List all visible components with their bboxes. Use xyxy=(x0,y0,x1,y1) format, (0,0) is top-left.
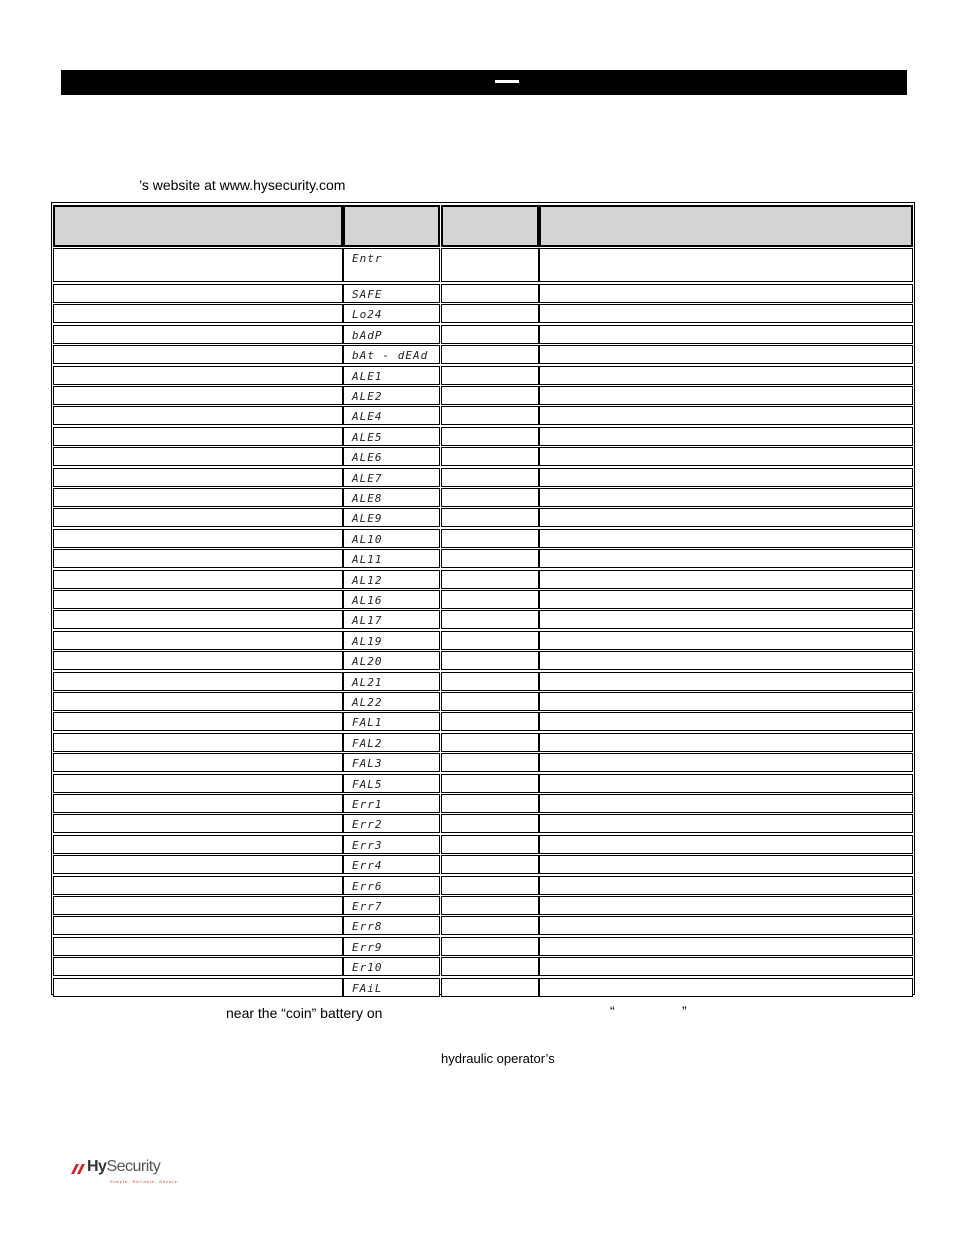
logo-tagline: Simple. Reliable. Secure. xyxy=(110,1179,180,1184)
type-cell xyxy=(441,590,539,609)
action-cell xyxy=(539,794,913,813)
alerts-table xyxy=(51,202,915,995)
intro-text: ’s website at www.hysecurity.com xyxy=(139,177,346,193)
alert-code-cell: ALE7 xyxy=(343,468,440,487)
action-cell xyxy=(539,610,913,629)
type-cell xyxy=(441,672,539,691)
header-cell-action xyxy=(539,205,913,247)
alert-code-cell: Err1 xyxy=(343,794,440,813)
description-cell xyxy=(53,248,343,282)
action-cell xyxy=(539,570,913,589)
type-cell xyxy=(441,304,539,323)
alert-code-cell: ALE1 xyxy=(343,366,440,385)
action-cell xyxy=(539,957,913,976)
description-cell xyxy=(53,774,343,793)
logo-word-bold: Hy xyxy=(87,1158,107,1175)
description-cell xyxy=(53,447,343,466)
type-cell xyxy=(441,957,539,976)
description-cell xyxy=(53,488,343,507)
action-cell xyxy=(539,651,913,670)
action-cell xyxy=(539,753,913,772)
type-cell xyxy=(441,468,539,487)
alert-code-cell: AL16 xyxy=(343,590,440,609)
alert-code-cell: AL20 xyxy=(343,651,440,670)
type-cell xyxy=(441,406,539,425)
description-cell xyxy=(53,345,343,364)
action-cell xyxy=(539,427,913,446)
description-cell xyxy=(53,814,343,833)
logo-mark-icon xyxy=(70,1162,86,1176)
alert-code-cell: FAL1 xyxy=(343,712,440,731)
header-cell-description xyxy=(53,205,343,247)
action-cell xyxy=(539,304,913,323)
description-cell xyxy=(53,590,343,609)
alert-code-cell: AL10 xyxy=(343,529,440,548)
action-cell xyxy=(539,937,913,956)
description-cell xyxy=(53,284,343,303)
hysecurity-logo xyxy=(70,1158,180,1186)
type-cell xyxy=(441,366,539,385)
description-cell xyxy=(53,672,343,691)
action-cell xyxy=(539,672,913,691)
alert-code-cell: Err7 xyxy=(343,896,440,915)
action-cell xyxy=(539,345,913,364)
logo-word-light: Security xyxy=(106,1158,161,1175)
type-cell xyxy=(441,753,539,772)
type-cell xyxy=(441,896,539,915)
action-cell xyxy=(539,284,913,303)
action-cell xyxy=(539,692,913,711)
alert-code-cell: Er10 xyxy=(343,957,440,976)
alert-code-cell: Entr xyxy=(343,248,440,282)
alert-code-cell: AL19 xyxy=(343,631,440,650)
action-cell xyxy=(539,896,913,915)
action-cell xyxy=(539,876,913,895)
description-cell xyxy=(53,733,343,752)
alert-code-cell: Err4 xyxy=(343,855,440,874)
description-cell xyxy=(53,957,343,976)
action-cell xyxy=(539,406,913,425)
alert-code-cell: AL17 xyxy=(343,610,440,629)
description-cell xyxy=(53,427,343,446)
type-cell xyxy=(441,794,539,813)
description-cell xyxy=(53,712,343,731)
alert-code-cell: FAiL xyxy=(343,978,440,997)
description-cell xyxy=(53,549,343,568)
type-cell xyxy=(441,447,539,466)
alert-code-cell: FAL3 xyxy=(343,753,440,772)
alert-code-cell: bAt - dEAd xyxy=(343,345,440,364)
description-cell xyxy=(53,978,343,997)
alert-code-cell: ALE4 xyxy=(343,406,440,425)
type-cell xyxy=(441,814,539,833)
type-cell xyxy=(441,427,539,446)
action-cell xyxy=(539,366,913,385)
alert-code-cell: AL21 xyxy=(343,672,440,691)
alert-code-cell: Lo24 xyxy=(343,304,440,323)
action-cell xyxy=(539,468,913,487)
alert-code-cell: AL22 xyxy=(343,692,440,711)
alert-code-cell: Err2 xyxy=(343,814,440,833)
description-cell xyxy=(53,304,343,323)
type-cell xyxy=(441,386,539,405)
description-cell xyxy=(53,570,343,589)
type-cell xyxy=(441,774,539,793)
action-cell xyxy=(539,978,913,997)
type-cell xyxy=(441,488,539,507)
alert-code-cell: bAdP xyxy=(343,325,440,344)
description-cell xyxy=(53,916,343,935)
description-cell xyxy=(53,855,343,874)
alert-code-cell: Err6 xyxy=(343,876,440,895)
action-cell xyxy=(539,325,913,344)
type-cell xyxy=(441,978,539,997)
action-cell xyxy=(539,855,913,874)
action-cell xyxy=(539,774,913,793)
description-cell xyxy=(53,651,343,670)
action-cell xyxy=(539,488,913,507)
action-cell xyxy=(539,712,913,731)
description-cell xyxy=(53,753,343,772)
header-cell-type xyxy=(441,205,539,247)
action-cell xyxy=(539,248,913,282)
description-cell xyxy=(53,366,343,385)
footnote-line-2: hydraulic operator’s xyxy=(441,1051,555,1066)
action-cell xyxy=(539,814,913,833)
action-cell xyxy=(539,508,913,527)
type-cell xyxy=(441,631,539,650)
action-cell xyxy=(539,916,913,935)
description-cell xyxy=(53,692,343,711)
action-cell xyxy=(539,590,913,609)
description-cell xyxy=(53,386,343,405)
action-cell xyxy=(539,733,913,752)
description-cell xyxy=(53,508,343,527)
description-cell xyxy=(53,631,343,650)
alert-code-cell: ALE6 xyxy=(343,447,440,466)
type-cell xyxy=(441,570,539,589)
alert-code-cell: FAL2 xyxy=(343,733,440,752)
description-cell xyxy=(53,610,343,629)
description-cell xyxy=(53,876,343,895)
type-cell xyxy=(441,651,539,670)
type-cell xyxy=(441,345,539,364)
footnote-quote-open: “ xyxy=(610,1003,615,1019)
footnote-quote-close: ” xyxy=(682,1003,687,1019)
type-cell xyxy=(441,549,539,568)
alert-code-cell: ALE5 xyxy=(343,427,440,446)
type-cell xyxy=(441,937,539,956)
alert-code-cell: ALE2 xyxy=(343,386,440,405)
footnote-line-1: near the “coin” battery on xyxy=(226,1005,383,1021)
description-cell xyxy=(53,835,343,854)
description-cell xyxy=(53,325,343,344)
type-cell xyxy=(441,610,539,629)
title-dash xyxy=(495,80,519,83)
alert-code-cell: FAL5 xyxy=(343,774,440,793)
alert-code-cell: Err9 xyxy=(343,937,440,956)
action-cell xyxy=(539,529,913,548)
header-cell-code xyxy=(343,205,440,247)
type-cell xyxy=(441,692,539,711)
type-cell xyxy=(441,876,539,895)
type-cell xyxy=(441,508,539,527)
alert-code-cell: Err8 xyxy=(343,916,440,935)
description-cell xyxy=(53,529,343,548)
description-cell xyxy=(53,937,343,956)
description-cell xyxy=(53,468,343,487)
action-cell xyxy=(539,549,913,568)
type-cell xyxy=(441,248,539,282)
alert-code-cell: Err3 xyxy=(343,835,440,854)
alert-code-cell: AL12 xyxy=(343,570,440,589)
action-cell xyxy=(539,447,913,466)
logo-wordmark xyxy=(87,1158,160,1176)
alert-code-cell: SAFE xyxy=(343,284,440,303)
action-cell xyxy=(539,631,913,650)
type-cell xyxy=(441,855,539,874)
alert-code-cell: ALE9 xyxy=(343,508,440,527)
type-cell xyxy=(441,916,539,935)
type-cell xyxy=(441,733,539,752)
action-cell xyxy=(539,386,913,405)
type-cell xyxy=(441,325,539,344)
description-cell xyxy=(53,406,343,425)
type-cell xyxy=(441,284,539,303)
type-cell xyxy=(441,835,539,854)
action-cell xyxy=(539,835,913,854)
title-bar xyxy=(61,70,907,95)
alert-code-cell: ALE8 xyxy=(343,488,440,507)
type-cell xyxy=(441,529,539,548)
type-cell xyxy=(441,712,539,731)
alert-code-cell: AL11 xyxy=(343,549,440,568)
description-cell xyxy=(53,794,343,813)
description-cell xyxy=(53,896,343,915)
